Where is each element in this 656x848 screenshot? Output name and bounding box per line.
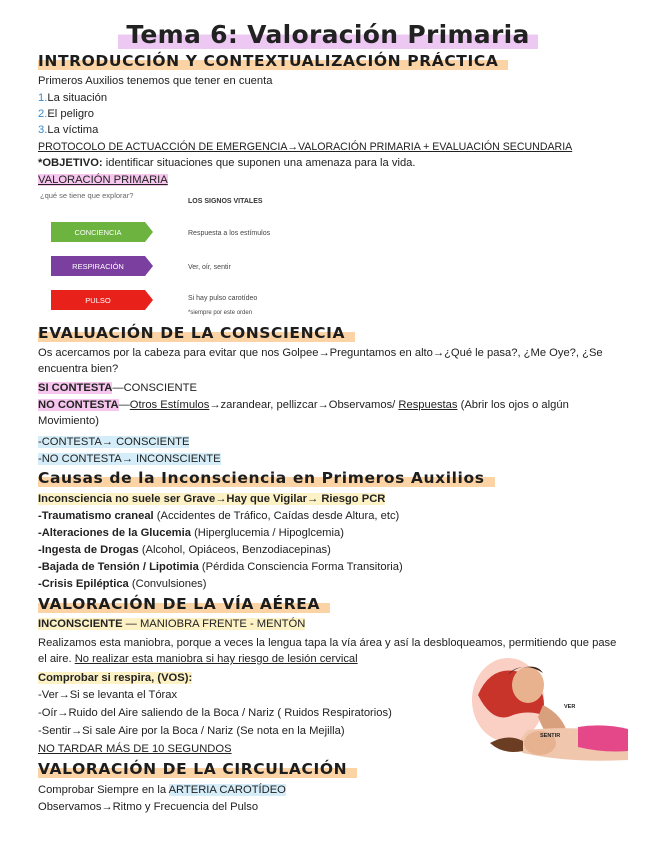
via-paragraph: Realizamos esta maniobra, porque a veces la lengua tapa la vía área y así la desbloqueamos, permitiendo que pase el aire. No realizar esta maniobra si hay riesgo de lesión cervical [38,637,617,665]
airway-check-illustration [468,655,630,765]
protocol-line: PROTOCOLO DE ACTUACCIÓN DE EMERGENCIA→VALORACIÓN PRIMARIA + EVALUACIÓN SECUNDARIA [38,141,573,153]
list-item: -Sentir→Si sale Aire por la Boca / Nariz (Se nota en la Mejilla) [38,725,345,737]
arrow-label: CONCIENCIA [74,228,122,237]
section-heading-via: VALORACIÓN DE LA VÍA AÉREA [38,595,330,613]
objective-line: *OBJETIVO: identificar situaciones que suponen una amenaza para la vida. [38,157,416,169]
maniobra-line: INCONSCIENTE — MANIOBRA FRENTE - MENTÓN [38,618,306,630]
row-desc: Ver, oír, sentir [188,264,231,271]
arrow-label: RESPIRACIÓN [72,262,124,271]
consciencia-paragraph: Os acercamos por la cabeza para evitar que nos Golpee→Preguntamos en alto→¿Qué le pasa?, ¿Me Oye?, ¿Se encuentra bien? [38,347,603,375]
valoracion-label: VALORACIÓN PRIMARIA [38,174,168,186]
section-heading-consciencia: EVALUACIÓN DE LA CONSCIENCIA [38,324,355,342]
causas-lead: Inconsciencia no suele ser Grave→Hay que Vigilar→ Riesgo PCR [38,493,386,505]
list-item: 3.La víctima [38,124,99,136]
list-item: -Ver→Si se levanta el Tórax [38,689,178,701]
vital-signs-diagram [38,188,338,320]
list-item: -Ingesta de Drogas (Alcohol, Opiáceos, Benzodiacepinas) [38,544,331,556]
circulacion-line-1: Comprobar Siempre en la ARTERIA CAROTÍDEO [38,784,286,796]
si-contesta-line: SI CONTESTA—CONSCIENTE [38,382,197,394]
section-heading-intro: INTRODUCCIÓN Y CONTEXTUALIZACIÓN PRÁCTICA [38,52,508,70]
diagram-note: *siempre por este orden [188,310,253,316]
list-item: 1.La situación [38,92,108,104]
page-title: Tema 6: Valoración Primaria [0,20,656,49]
diagram-header: LOS SIGNOS VITALES [188,198,263,205]
section-heading-circulacion: VALORACIÓN DE LA CIRCULACIÓN [38,760,357,778]
arrow-label: PULSO [85,296,111,305]
row-desc: Respuesta a los estímulos [188,230,271,237]
circulacion-line-2: Observamos→Ritmo y Frecuencia del Pulso [38,801,259,813]
intro-lead: Primeros Auxilios tenemos que tener en cuenta [38,75,273,87]
diagram-question: ¿qué se tiene que explorar? [40,191,134,200]
list-item: -Traumatismo craneal (Accidentes de Tráfico, Caídas desde Altura, etc) [38,510,400,522]
list-item: -Bajada de Tensión / Lipotimia (Pérdida Consciencia Forma Transitoria) [38,561,403,573]
warning-line: NO TARDAR MÁS DE 10 SEGUNDOS [38,743,232,755]
photo-label-ver: VER [564,704,576,710]
row-desc: Si hay pulso carotídeo [188,295,258,302]
list-item: -Crisis Epiléptica (Convulsiones) [38,578,207,590]
photo-label-sentir: SENTIR [540,733,561,739]
comprobar-line: Comprobar si respira, (VOS): [38,672,193,684]
no-contesta-line: NO CONTESTA—Otros Estímulos→zarandear, pellizcar→Observamos/ Respuestas (Abrir los ojos o algún Movimiento) [38,399,569,427]
list-item: 2.El peligro [38,108,94,120]
list-item: -Oír→Ruido del Aire saliendo de la Boca / Nariz ( Ruidos Respiratorios) [38,707,392,719]
no-contesta-result-line: -NO CONTESTA→ INCONSCIENTE [38,453,221,465]
list-item: -Alteraciones de la Glucemia (Hiperglucemia / Hipoglcemia) [38,527,344,539]
contesta-line: -CONTESTA→ CONSCIENTE [38,436,190,448]
section-heading-causas: Causas de la Inconsciencia en Primeros Auxilios [38,469,495,487]
